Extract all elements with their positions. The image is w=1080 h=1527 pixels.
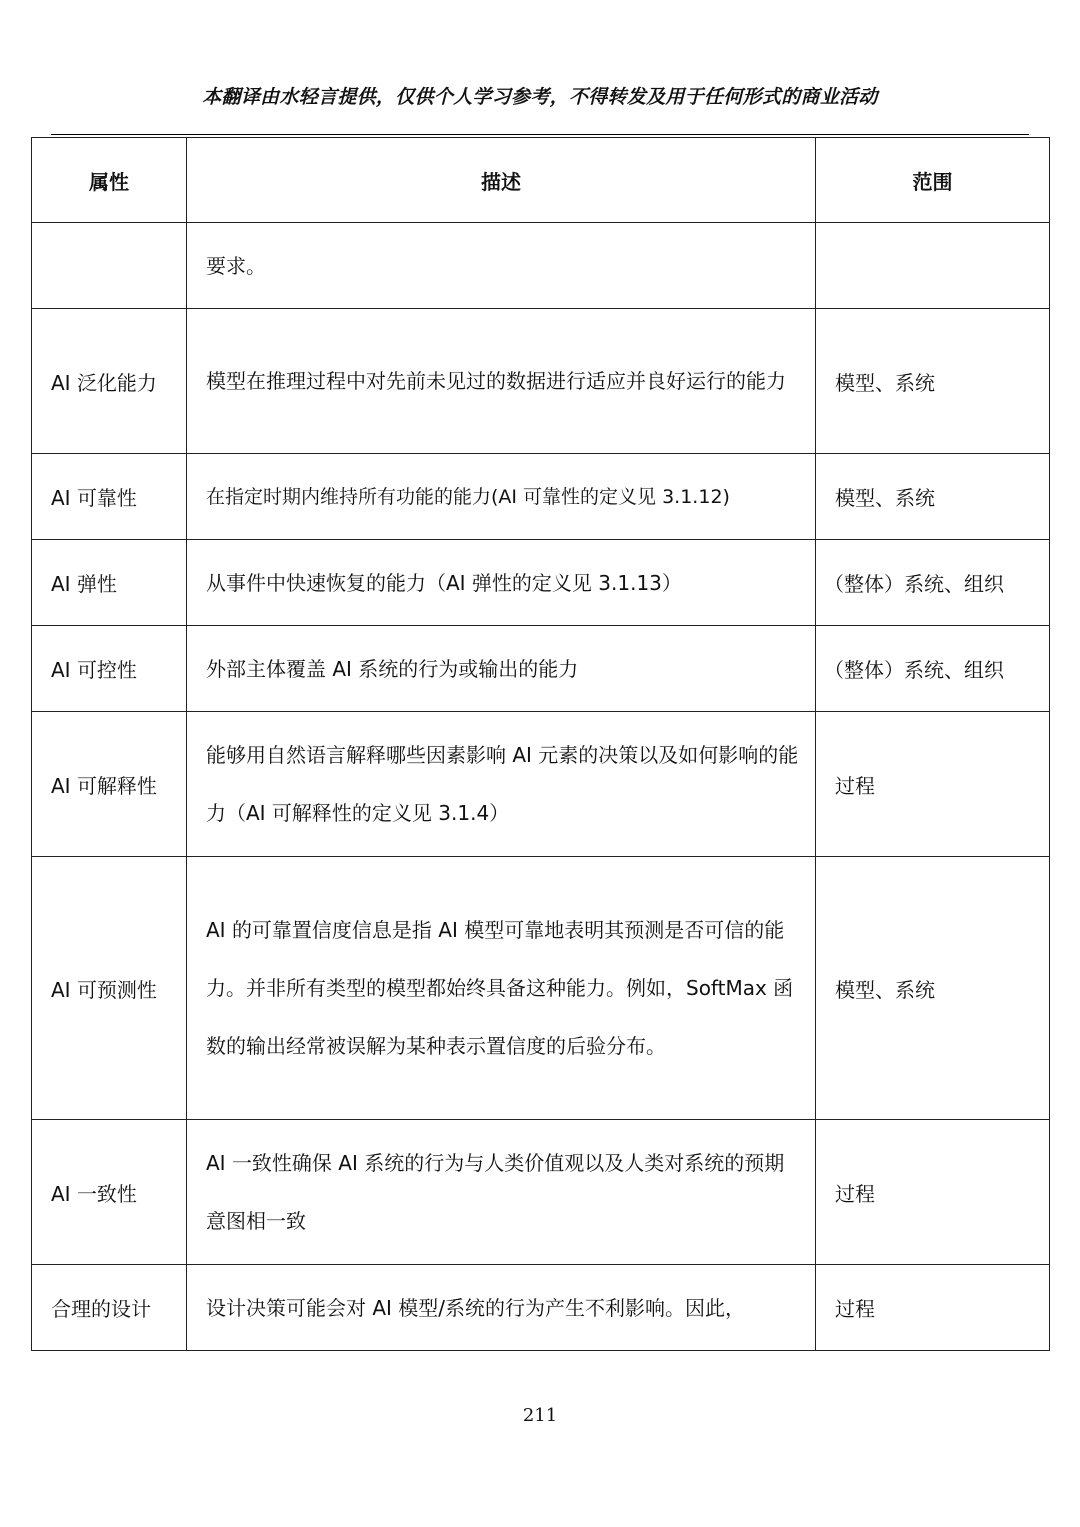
header-disclaimer: 本翻译由水轻言提供，仅供个人学习参考，不得转发及用于任何形式的商业活动 [202, 86, 878, 108]
attribute-cell: AI 可预测性 [32, 857, 187, 1120]
scope-cell: 过程 [816, 712, 1050, 857]
column-header-description: 描述 [187, 138, 816, 223]
attribute-cell [32, 223, 187, 309]
page-number: 211 [522, 1405, 558, 1426]
description-cell: AI 一致性确保 AI 系统的行为与人类价值观以及人类对系统的预期意图相一致 [187, 1120, 816, 1265]
scope-cell: （整体）系统、组织 [816, 540, 1050, 626]
attribute-cell: AI 可解释性 [32, 712, 187, 857]
description-cell: 设计决策可能会对 AI 模型/系统的行为产生不利影响。因此， [187, 1265, 816, 1351]
header-divider [51, 134, 1029, 135]
attribute-cell: 合理的设计 [32, 1265, 187, 1351]
description-cell: 在指定时期内维持所有功能的能力(AI 可靠性的定义见 3.1.12) [187, 454, 816, 540]
attribute-table [31, 137, 1050, 1351]
table-row [32, 309, 1050, 454]
scope-cell: 过程 [816, 1120, 1050, 1265]
attribute-cell: AI 一致性 [32, 1120, 187, 1265]
table-row [32, 857, 1050, 1120]
description-cell: 能够用自然语言解释哪些因素影响 AI 元素的决策以及如何影响的能力（AI 可解释性的定义见 3.1.4） [187, 712, 816, 857]
table-row [32, 1265, 1050, 1351]
table-header-row [32, 138, 1050, 223]
scope-cell: 模型、系统 [816, 309, 1050, 454]
table-row [32, 454, 1050, 540]
description-cell: 外部主体覆盖 AI 系统的行为或输出的能力 [187, 626, 816, 712]
description-cell: 从事件中快速恢复的能力（AI 弹性的定义见 3.1.13） [187, 540, 816, 626]
table-row [32, 1120, 1050, 1265]
attribute-cell: AI 可靠性 [32, 454, 187, 540]
attribute-cell: AI 可控性 [32, 626, 187, 712]
attribute-cell: AI 弹性 [32, 540, 187, 626]
table-row [32, 626, 1050, 712]
table-row [32, 540, 1050, 626]
scope-cell: 过程 [816, 1265, 1050, 1351]
scope-cell: 模型、系统 [816, 454, 1050, 540]
table-row [32, 712, 1050, 857]
scope-cell [816, 223, 1050, 309]
column-header-attribute: 属性 [32, 138, 187, 223]
table-row [32, 223, 1050, 309]
scope-cell: （整体）系统、组织 [816, 626, 1050, 712]
scope-cell: 模型、系统 [816, 857, 1050, 1120]
description-cell: AI 的可靠置信度信息是指 AI 模型可靠地表明其预测是否可信的能力。并非所有类型的模型都始终具备这种能力。例如，SoftMax 函数的输出经常被误解为某种表示置信度的后验分布。 [187, 857, 816, 1120]
attribute-cell: AI 泛化能力 [32, 309, 187, 454]
column-header-scope: 范围 [816, 138, 1050, 223]
description-cell: 模型在推理过程中对先前未见过的数据进行适应并良好运行的能力 [187, 309, 816, 454]
description-cell: 要求。 [187, 223, 816, 309]
